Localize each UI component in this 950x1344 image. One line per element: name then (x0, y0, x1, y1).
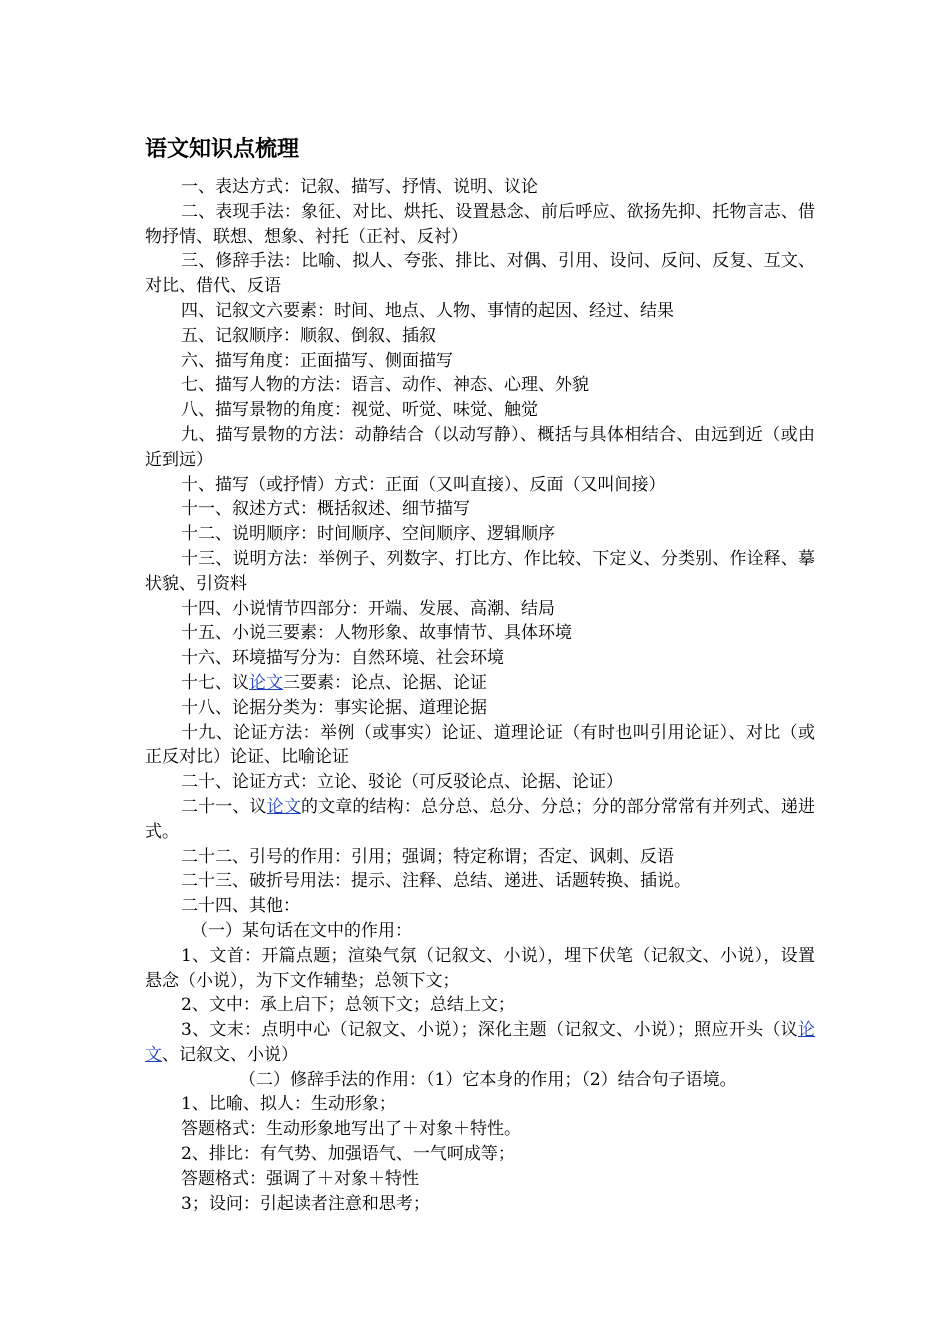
paragraph: 六、描写角度：正面描写、侧面描写 (181, 350, 453, 371)
paragraph: 答题格式：强调了＋对象＋特性 (181, 1168, 419, 1189)
paragraph: 十二、说明顺序：时间顺序、空间顺序、逻辑顺序 (181, 524, 555, 545)
paragraph: 二十四、其他： (181, 896, 300, 917)
paragraph: 二十、论证方式：立论、驳论（可反驳论点、论据、论证） (181, 772, 623, 793)
paragraph: 五、记叙顺序：顺叙、倒叙、插叙 (181, 325, 436, 346)
paragraph-text: 、记叙文、小说） (162, 1044, 298, 1065)
paragraph: 一、表达方式：记叙、描写、抒情、说明、议论 (181, 177, 538, 197)
paragraph: 十三、说明方法：举例子、列数字、打比方、作比较、下定义、分类别、作诠释、摹状貌、引资料 (145, 548, 815, 594)
paragraph: 三、修辞手法：比喻、拟人、夸张、排比、对偶、引用、设问、反问、反复、互文、对比、借代、反语 (145, 251, 815, 297)
paragraph: 二十二、引号的作用：引用；强调；特定称谓；否定、讽刺、反语 (181, 846, 674, 867)
paragraph: 十五、小说三要素：人物形象、故事情节、具体环境 (181, 623, 572, 644)
paragraph: （二）修辞手法的作用：（1）它本身的作用；（2）结合句子语境。 (239, 1069, 737, 1090)
paragraph-text: 的文章的结构：总分总、总分、分总；分的部分常常有并列式、递进式。 (145, 796, 816, 842)
paragraph: 八、描写景物的角度：视觉、听觉、味觉、触觉 (181, 400, 538, 421)
paragraph-text: 十七、议 (181, 672, 249, 693)
paragraph-text: 三要素：论点、论据、论证 (283, 672, 487, 693)
document-title: 语文知识点梳理 (145, 137, 300, 162)
paragraph: 十四、小说情节四部分：开端、发展、高潮、结局 (181, 598, 555, 619)
paragraph: 1、比喻、拟人：生动形象； (181, 1094, 396, 1115)
lunwen-link[interactable]: 论文 (266, 796, 301, 817)
paragraph: 二、表现手法：象征、对比、烘托、设置悬念、前后呼应、欲扬先抑、托物言志、借物抒情、联想、想象、衬托（正衬、反衬） (145, 201, 815, 247)
lunwen-link[interactable]: 论文 (249, 672, 283, 693)
paragraph: 答题格式：生动形象地写出了＋对象＋特性。 (181, 1119, 521, 1140)
paragraph: 二十三、破折号用法：提示、注释、总结、递进、话题转换、插说。 (181, 871, 691, 892)
paragraph: 十六、环境描写分为：自然环境、社会环境 (181, 648, 504, 669)
document-page (145, 130, 815, 1216)
paragraph: 九、描写景物的方法：动静结合（以动写静）、概括与具体相结合、由远到近（或由近到远） (145, 424, 815, 470)
paragraph: 3；设问：引起读者注意和思考； (181, 1193, 430, 1214)
paragraph-text: 二十一、议 (181, 796, 267, 817)
paragraph-text: 3、文末：点明中心（记叙文、小说）；深化主题（记叙文、小说）；照应开头（议 (181, 1020, 798, 1041)
paragraph: 2、排比：有气势、加强语气、一气呵成等； (181, 1144, 515, 1165)
paragraph (145, 795, 815, 845)
paragraph: 七、描写人物的方法：语言、动作、神态、心理、外貌 (181, 375, 589, 396)
paragraph (145, 671, 815, 696)
paragraph: 十九、论证方法：举例（或事实）论证、道理论证（有时也叫引用论证）、对比（或正反对比）论证、比喻论证 (145, 722, 815, 768)
paragraph: 四、记叙文六要素：时间、地点、人物、事情的起因、经过、结果 (181, 300, 674, 321)
paragraph: 十一、叙述方式：概括叙述、细节描写 (181, 499, 470, 520)
paragraph: 十、描写（或抒情）方式：正面（又叫直接）、反面（又叫间接） (181, 474, 666, 495)
paragraph (145, 1018, 815, 1068)
paragraph: 2、文中：承上启下；总领下文；总结上文； (181, 995, 515, 1016)
document-body (145, 175, 815, 1216)
paragraph: 十八、论据分类为：事实论据、道理论据 (181, 697, 487, 718)
paragraph: 1、文首：开篇点题；渲染气氛（记叙文、小说），埋下伏笔（记叙文、小说），设置悬念（小说），为下文作辅垫；总领下文； (145, 945, 815, 991)
paragraph: （一）某句话在文中的作用： (191, 920, 412, 941)
lunwen-link[interactable]: 论文 (145, 1020, 815, 1065)
